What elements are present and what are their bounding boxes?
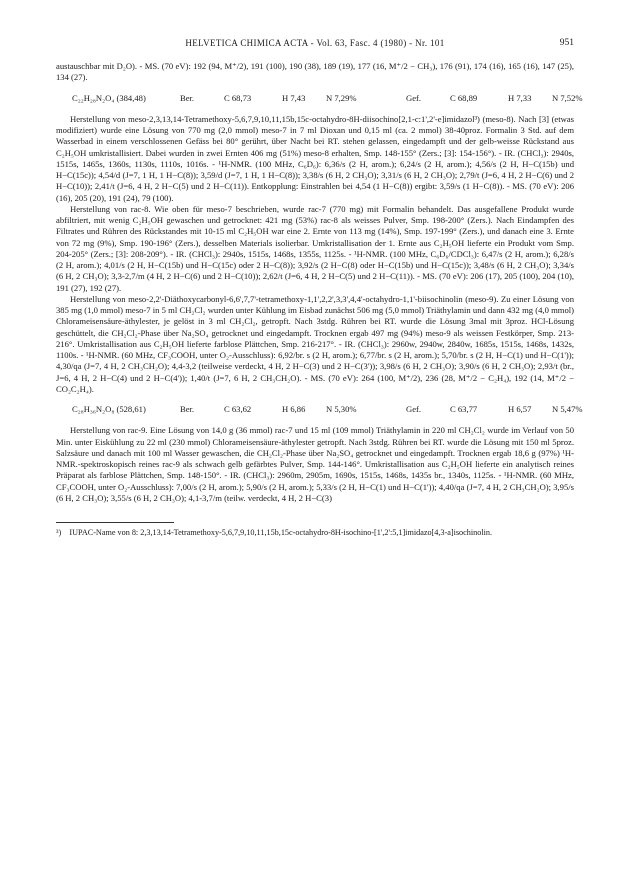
paragraph-rac-8: Herstellung von rac-8. Wie oben für meso-7 beschrieben, wurde rac-7 (770 mg) mit Formalin behandelt. Das ausgefallene Produkt wurde abfiltriert, mit wenig C₂H₅OH gewaschen und getrocknet: 421 mg (53%) rac-8 als weisses Pulver, Smp. 198-200° (Zers.). Nach Eindampfen des Filtrates und Rühren des Rückstandes mit 10-15 ml C₂H₅OH war eine 2. Ernte von 113 mg (14%), Smp. 197-199° (Zers.), und danach eine 3. Ernte von 72 mg (9%), Smp. 190-196° (Zers.), desselben Materials isolierbar. Umkristallisation der 1. Ernte aus C₂H₅OH lieferte ein Produkt vom Smp. 204-205° (Zers.; [3]: 208-209°). - IR. (CHCl₃): 2940s, 1515s, 1468s, 1355s, 1125s. - ¹H-NMR. (100 MHz, C₆D₆/CDCl₃): 6,47/s (2 H, arom.); 6,28/s (2 H, arom.); 4,01/s (2 H, H−C(15b) und H−C(15c) oder 2 H−C(8)); 3,92/s (2 H−C(8) oder H−C(15b) und H−C(15c)); 3,48/s (6 H, 2 CH₃O); 3,34/s (6 H, 2 CH₃O); 3,3-2,7/m (4 H, 2 H−C(6) und 2 H−C(10)); 2,62/t (J=6, 4 H, 2 H−C(5) und 2 H−C(11)). - MS. (70 eV): 206 (17), 205 (100), 204 (10), 191 (27), 192 (27). bbox=[56, 203, 574, 293]
gef-h: H 6,57 bbox=[508, 404, 532, 414]
ber-c: C 68,73 bbox=[224, 92, 252, 103]
ber-h: H 6,86 bbox=[282, 404, 306, 414]
gef-n: N 5,47% bbox=[552, 404, 583, 414]
ber-label: Ber. bbox=[180, 92, 195, 103]
molecular-formula: C₂₈H₃₆N₂O₈ (528,61) bbox=[72, 404, 146, 414]
gef-c: C 68,89 bbox=[450, 92, 478, 103]
ber-h: H 7,43 bbox=[282, 92, 306, 103]
running-header bbox=[56, 38, 574, 54]
gef-h: H 7,33 bbox=[508, 92, 532, 103]
gef-label: Gef. bbox=[406, 92, 422, 103]
ber-label: Ber. bbox=[180, 404, 195, 414]
running-title: HELVETICA CHIMICA ACTA - Vol. 63, Fasc. 4 (1980) - Nr. 101 bbox=[185, 38, 445, 48]
footnote bbox=[56, 528, 574, 539]
article-body bbox=[56, 61, 583, 504]
paragraph-rac-9: Herstellung von rac-9. Eine Lösung von 14,0 g (36 mmol) rac-7 und 15 ml (109 mmol) Triäthylamin in 220 ml CH₂Cl₂ wurde im Verlauf von 50 Min. unter Eiskühlung zu 22 ml (230 mmol) Chlorameisensäure-äthylester getropft. Nach 3stdg. Rühren bei RT. wurde die Lösung mit 150 ml 5proz. Salzsäure und danach mit 100 ml Wasser gewaschen, die CH₂Cl₂-Phase über Na₂SO₄ getrocknet und eingedampft. Trocknen ergab 18,6 g (97%) ¹H-NMR.-spektroskopisch reines rac-9 als schwach gelb gefärbtes Pulver, Smp. 144-146°. Umkristallisation aus C₂H₅OH lieferte ein analytisch reines Präparat als farblose Plättchen, Smp. 148-150°. - IR. (CHCl₃): 2960m, 2905m, 1690s, 1515s, 1468s, 1435s br., 1340s, 1125s. - ¹H-NMR. (60 MHz, CF₃COOH, unter O₂-Ausschluss): 7,00/s (2 H, arom.); 5,90/s (2 H, arom.); 5,33/s (2 H, H−C(1) und H−C(1')); 4,40/qa (J=7, 4 H, 2 CH₃CH₂O); 3,95/s (6 H, 2 CH₃O); 3,55/s (6 H, 2 CH₃O); 4,1-3,7/m (teilw. verdeckt, 4 H, 2 H−C(3) bbox=[56, 425, 574, 503]
paragraph-meso-8: Herstellung von meso-2,3,13,14-Tetramethoxy-5,6,7,9,10,11,15b,15c-octahydro-8H-diisochino[2,1-c:1',2'-e]imidazol³) (meso-8). Nach [3] (etwas modifiziert) wurde eine Lösung von 770 mg (2,0 mmol) meso-7 in 7 ml Dioxan und 0,15 ml (ca. 2 mmol) 38-40proz. Formalin 3 Std. auf dem Wasserbad in einem verschlossenen Gefäss bei 80° gerührt, über Nacht bei RT. stehen gelassen, eingedampft und der gelb-weisse Rückstand aus C₂H₅OH umkristallisiert. Dabei wurden in zwei Ernten 406 mg (51%) meso-8 erhalten, Smp. 148-155° (Zers.; [3]: 154-156°). - IR. (CHCl₃): 2940s, 1515s, 1465s, 1360s, 1130s, 1110s, 1016s. - ¹H-NMR. (100 MHz, C₆D₆): 6,36/s (2 H, arom.); 6,24/s (2 H, arom.); 4,56/s (2 H, H−C(15b) und H−C(15c)); 4,54/d (J=7, 1 H, 1 H−C(8)); 3,59/d (J=7, 1 H, 1 H−C(8)); 3,38/s (6 H, 2 CH₃O); 3,31/s (6 H, 2 CH₃O); 2,79/t (J=6, 4 H, 2 H−C(6) und 2 H−C(10)); 2,41/t (J=6, 4 H, 2 H−C(5) und 2 H−C(11)). Entkopplung: Einstrahlen bei 4,54 (1 H−C(8)) ergibt: 3,59/s (1 H−C(8)). - MS. (70 eV): 206 (16), 205 (20), 191 (24), 79 (100). bbox=[56, 113, 574, 203]
ber-n: N 7,29% bbox=[326, 92, 357, 103]
molecular-formula: C₂₂H₂₈N₂O₄ (384,48) bbox=[72, 92, 146, 103]
footnote-3 bbox=[56, 528, 574, 539]
paragraph-ms-continuation: austauschbar mit D₂O). - MS. (70 eV): 192 (94, M⁺/2), 191 (100), 190 (38), 189 (19), 177 (16, M⁺/2 − CH₃), 176 (91), 174 (16), 165 (16), 147 (25), 134 (27). bbox=[56, 61, 574, 83]
journal-page bbox=[56, 38, 583, 539]
gef-label: Gef. bbox=[406, 404, 422, 414]
footnote-marker: ³) bbox=[56, 528, 62, 537]
gef-n: N 7,52% bbox=[552, 92, 583, 103]
footnote-text: IUPAC-Name von 8: 2,3,13,14-Tetramethoxy-5,6,7,9,10,11,15b,15c-octahydro-8H-isochino-[1',2':5,1]imidazo[4,3-a]isochinolin. bbox=[69, 528, 493, 537]
page-number: 951 bbox=[559, 38, 574, 48]
gef-c: C 63,77 bbox=[450, 404, 478, 414]
ber-c: C 63,62 bbox=[224, 404, 252, 414]
elemental-analysis-2 bbox=[72, 404, 583, 415]
paragraph-meso-9: Herstellung von meso-2,2'-Diäthoxycarbonyl-6,6',7,7'-tetramethoxy-1,1',2,2',3,3',4,4'-octahydro-1,1'-biisochinolin (meso-9). Zu einer Lösung von 385 mg (1,0 mmol) meso-7 in 5 ml CH₂Cl₂ wurden unter Kühlung im Eisbad zunächst 506 mg (5,0 mmol) Triäthylamin und dann 432 mg (4,0 mmol) Chlorameisensäure-äthylester, je gelöst in 3 ml CH₂Cl₂, getropft. Nach 3stdg. Rühren bei RT. wurde die Lösung 3mal mit 3proz. HCl-Lösung geschüttelt, die CH₂Cl₂-Phase über Na₂SO₄ getrocknet und eingedampft. Trocknen ergab 497 mg (94%) meso-9 als weissen Festkörper, Smp. 213-216°. Umkristallisation aus C₂H₅OH lieferte farblose Plättchen, Smp. 216-217°. - IR. (CHCl₃): 2960w, 2940w, 2840w, 1685s, 1515s, 1468s, 1432s, 1100s. - ¹H-NMR. (60 MHz, CF₃COOH, unter O₂-Ausschluss): 6,92/br. s (2 H, arom.); 6,77/br. s (2 H, arom.); 5,70/br. s (2 H, H−C(1) und H−C(1')); 4,30/qa (J=7, 4 H, 2 CH₃CH₂O); 4,4-3,2 (teilweise verdeckt, 4 H, 2 H−C(3) und 2 H−C(3')); 3,98/s (6 H, 2 CH₃O); 3,90/s (6 H, 2 CH₃O); 2,93/t (br., J=6, 4 H, 2 H−C(4) und 2 H−C(4')); 1,40/t (J=7, 6 H, 2 CH₃CH₂O). - MS. (70 eV): 264 (100, M⁺/2), 236 (28, M⁺/2 − C₂H₄), 192 (14, M⁺/2 − CO₂C₂H₄). bbox=[56, 293, 574, 394]
elemental-analysis-1 bbox=[72, 92, 583, 104]
ber-n: N 5,30% bbox=[326, 404, 357, 414]
footnote-divider bbox=[56, 522, 174, 523]
